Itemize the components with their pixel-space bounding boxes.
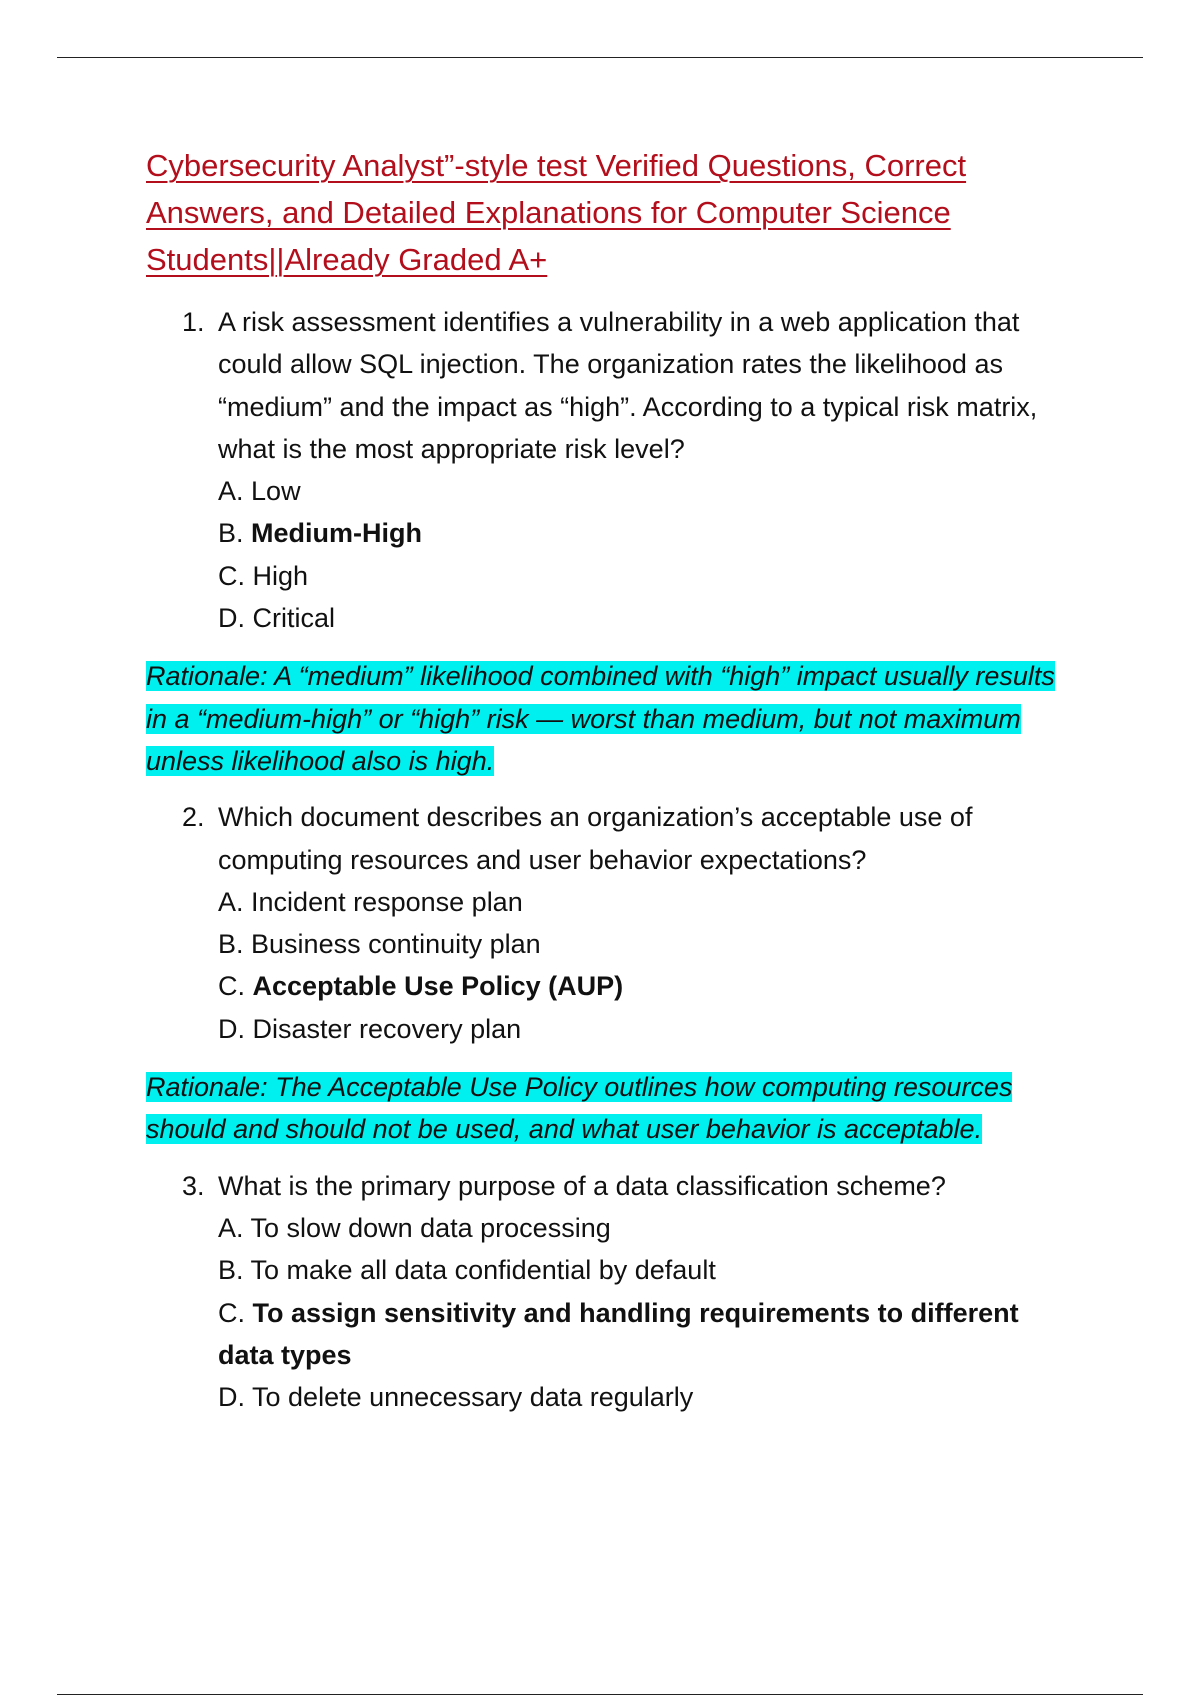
option-letter: A. <box>218 476 244 507</box>
option-text: Low <box>251 476 301 507</box>
option-letter: B. <box>218 1255 244 1286</box>
option-letter: D. <box>218 1013 245 1044</box>
question-1 <box>146 301 1076 639</box>
option-text: Business continuity plan <box>251 929 541 960</box>
option-c-correct <box>218 1292 1076 1377</box>
option-letter: C. <box>218 560 245 591</box>
option-letter: D. <box>218 603 245 634</box>
option-text: Critical <box>252 603 336 634</box>
option-text: Acceptable Use Policy (AUP) <box>252 971 624 1002</box>
document-title-text: Cybersecurity Analyst”-style test Verified Questions, Correct Answers, and Detailed Explanations for Computer Science Students||Already Graded A+ <box>146 148 967 277</box>
rationale-text: Rationale: The Acceptable Use Policy outlines how computing resources should and should not be used, and what user behavior is acceptable. <box>146 1072 1013 1145</box>
option-b-correct <box>218 512 1076 554</box>
option-text: To delete unnecessary data regularly <box>252 1382 694 1413</box>
question-text: Which document describes an organization’s acceptable use of computing resources and user behavior expectations? <box>218 802 973 875</box>
question-text: What is the primary purpose of a data classification scheme? <box>218 1170 946 1201</box>
option-text: To make all data confidential by default <box>250 1255 716 1286</box>
option-d <box>218 1008 1076 1050</box>
option-text: To slow down data processing <box>250 1212 611 1243</box>
option-c-correct <box>218 965 1076 1007</box>
document-body <box>146 142 1076 1418</box>
option-a <box>218 1207 1076 1249</box>
question-number: 3. <box>182 1170 205 1201</box>
option-text: High <box>252 560 309 591</box>
option-d <box>218 1376 1076 1418</box>
option-b <box>218 1249 1076 1291</box>
option-text: Medium-High <box>251 518 423 549</box>
option-a <box>218 470 1076 512</box>
question-2 <box>146 796 1076 1050</box>
option-letter: A. <box>218 886 244 917</box>
option-letter: B. <box>218 929 244 960</box>
rationale-1 <box>146 655 1076 782</box>
question-number: 1. <box>182 307 205 337</box>
option-d <box>218 597 1076 639</box>
bottom-rule <box>57 1694 1143 1695</box>
option-letter: A. <box>218 1212 244 1243</box>
option-text: Disaster recovery plan <box>252 1013 522 1044</box>
option-text: Incident response plan <box>251 886 523 917</box>
option-b <box>218 923 1076 965</box>
rationale-text: Rationale: A “medium” likelihood combined with “high” impact usually results in a “medium-high” or “high” risk — worst than medium, but not maximum unless likelihood also is high. <box>146 661 1055 776</box>
option-letter: B. <box>218 518 244 549</box>
option-letter: D. <box>218 1382 245 1413</box>
option-a <box>218 881 1076 923</box>
question-text: A risk assessment identifies a vulnerability in a web application that could allow SQL injection. The organization rates the likelihood as “medium” and the impact as “high”. According to a typical risk matrix, what is the most appropriate risk level? <box>218 307 1038 464</box>
rationale-2 <box>146 1066 1076 1151</box>
document-title <box>146 142 1076 283</box>
option-letter: C. <box>218 971 245 1002</box>
option-text: To assign sensitivity and handling requirements to different data types <box>218 1297 1019 1370</box>
question-number: 2. <box>182 802 205 833</box>
option-letter: C. <box>218 1297 245 1328</box>
top-rule <box>57 57 1143 58</box>
option-c <box>218 555 1076 597</box>
question-3 <box>146 1165 1076 1419</box>
